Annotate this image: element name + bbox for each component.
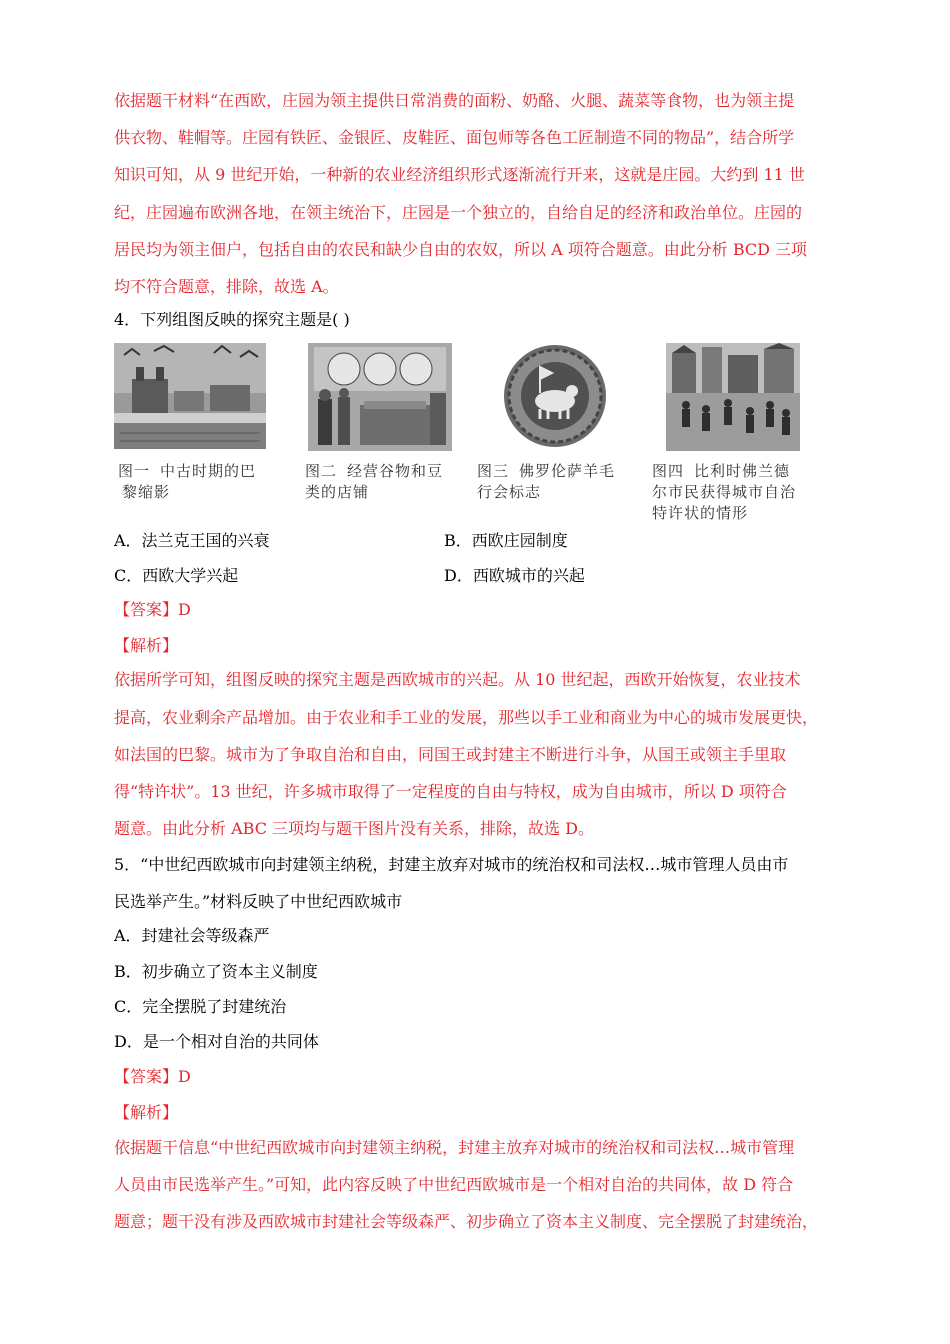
- figure-3-caption: 图三 佛罗伦萨羊毛 行会标志: [477, 462, 616, 501]
- q4-analysis-line: 依据所学可知，组图反映的探究主题是西欧城市的兴起。从 10 世纪起，西欧开始恢复，农业技术: [114, 670, 801, 689]
- q4-analysis-line: 题意。由此分析 ABC 三项均与题干图片没有关系，排除，故选 D。: [114, 819, 594, 838]
- figure-1-caption: 图一 中古时期的巴 黎缩影: [118, 462, 257, 501]
- q4-analysis-line: 提高，农业剩余产品增加。由于农业和手工业的发展，那些以手工业和商业为中心的城市发展更快，: [114, 708, 819, 727]
- analysis-line: 知识可知，从 9 世纪开始，一种新的农业经济组织形式逐渐流行开来，这就是庄园。大约到 11 世: [114, 165, 805, 184]
- q5-option-a: A．封建社会等级森严: [114, 926, 270, 945]
- question-5-stem: 5．“中世纪西欧城市向封建领主纳税，封建主放弃对城市的统治权和司法权…城市管理人员由市: [114, 855, 789, 874]
- question-4-stem: 4．下列组图反映的探究主题是( ): [114, 310, 350, 329]
- q5-analysis-label: 【解析】: [114, 1103, 179, 1122]
- question-5-stem: 民选举产生。”材料反映了中世纪西欧城市: [114, 892, 403, 911]
- figure-2-shop-image: [308, 343, 452, 451]
- q4-analysis-label: 【解析】: [114, 636, 179, 655]
- figure-3-guild-emblem: [500, 343, 610, 449]
- q5-analysis-line: 依据题干信息“中世纪西欧城市向封建领主纳税，封建主放弃对城市的统治权和司法权…城市管理: [114, 1138, 795, 1157]
- q4-analysis-line: 如法国的巴黎。城市为了争取自治和自由，同国王或封建主不断进行斗争，从国王或领主手里取: [114, 745, 787, 764]
- q5-option-d: D．是一个相对自治的共同体: [114, 1032, 319, 1051]
- analysis-line: 纪，庄园遍布欧洲各地，在领主统治下，庄园是一个独立的，自给自足的经济和政治单位。庄园的: [114, 203, 803, 222]
- q5-option-b: B．初步确立了资本主义制度: [114, 962, 318, 981]
- analysis-line: 依据题干材料“在西欧，庄园为领主提供日常消费的面粉、奶酪、火腿、蔬菜等食物，也为领主提: [114, 91, 795, 110]
- q5-analysis-line: 题意；题干没有涉及西欧城市封建社会等级森严、初步确立了资本主义制度、完全摆脱了封建统治，: [114, 1212, 819, 1231]
- figure-1-paris-image: [114, 343, 266, 449]
- analysis-line: 均不符合题意，排除，故选 A。: [114, 277, 339, 296]
- figure-2-caption: 图二 经营谷物和豆 类的店铺: [305, 462, 444, 501]
- q4-analysis-line: 得“特许状”。13 世纪，许多城市取得了一定程度的自由与特权，成为自由城市，所以 D 项符合: [114, 782, 787, 801]
- analysis-line: 居民均为领主佃户，包括自由的农民和缺少自由的农奴，所以 A 项符合题意。由此分析 BCD 三项: [114, 240, 808, 259]
- figure-4-city-charter-image: [666, 343, 800, 451]
- q4-option-b: B．西欧庄园制度: [444, 531, 568, 550]
- q4-option-a: A．法兰克王国的兴衰: [114, 531, 270, 550]
- q5-option-c: C．完全摆脱了封建统治: [114, 997, 287, 1016]
- figure-4-caption: 图四 比利时佛兰德 尔市民获得城市自治 特许状的情形: [652, 462, 797, 522]
- q5-answer: 【答案】D: [114, 1067, 191, 1086]
- q5-analysis-line: 人员由市民选举产生。”可知，此内容反映了中世纪西欧城市是一个相对自治的共同体，故 D 符合: [114, 1175, 794, 1194]
- q4-option-c: C．西欧大学兴起: [114, 566, 239, 585]
- analysis-line: 供衣物、鞋帽等。庄园有铁匠、金银匠、皮鞋匠、面包师等各色工匠制造不同的物品”，结合所学: [114, 128, 795, 147]
- q4-answer: 【答案】D: [114, 600, 191, 619]
- q4-option-d: D．西欧城市的兴起: [444, 566, 585, 585]
